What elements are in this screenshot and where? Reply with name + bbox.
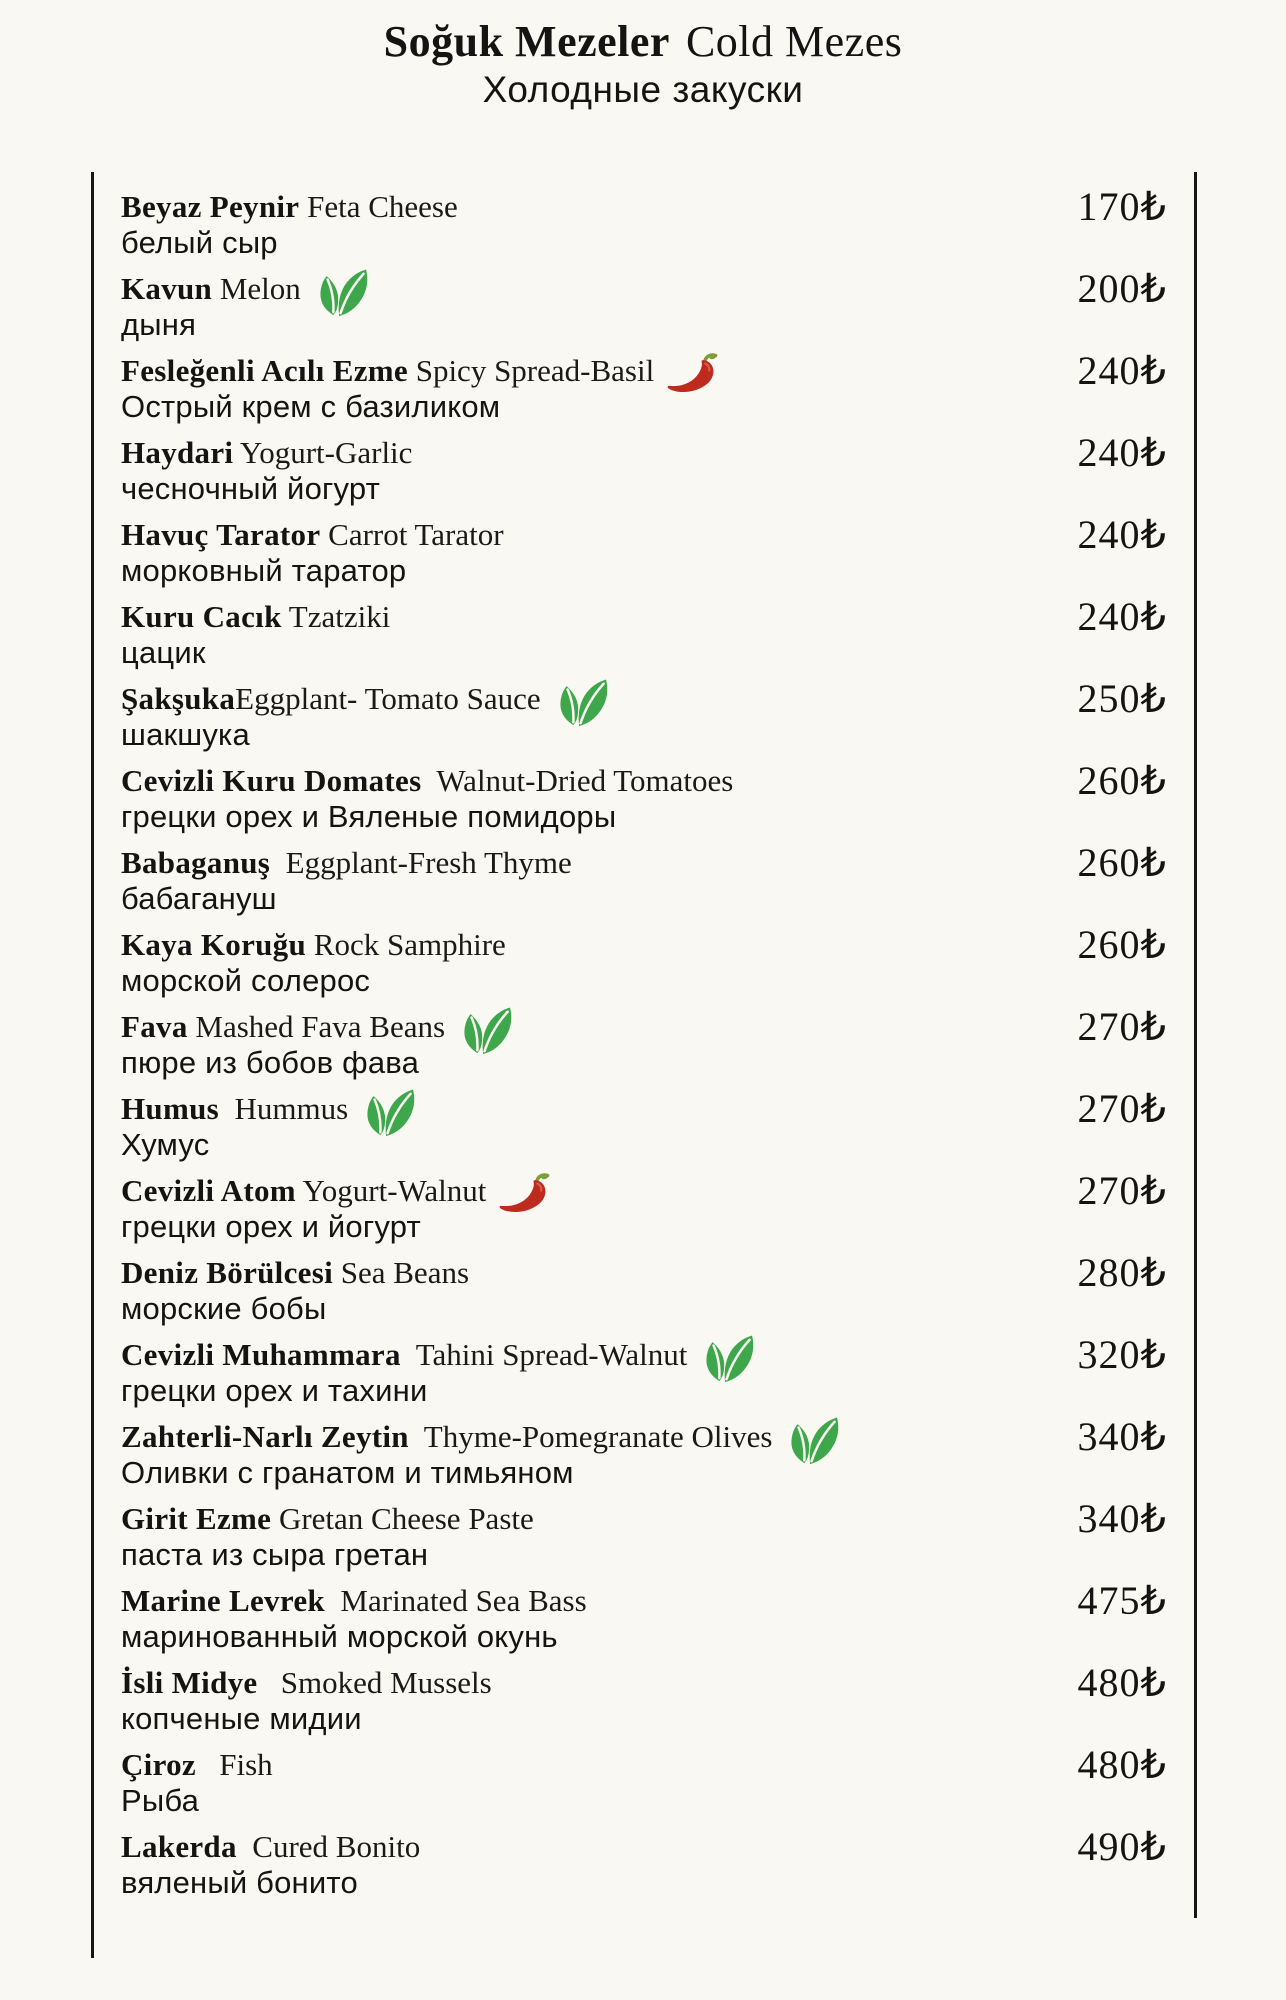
item-price: 260₺ bbox=[1077, 922, 1167, 967]
item-name-turkish: Deniz Börülcesi bbox=[121, 1255, 333, 1290]
item-name-russian: грецки орех и тахини bbox=[121, 1373, 428, 1408]
item-names bbox=[121, 1174, 486, 1208]
menu-item-name-row bbox=[121, 1004, 1167, 1049]
item-price: 320₺ bbox=[1077, 1332, 1167, 1377]
menu-item bbox=[121, 840, 1167, 916]
menu-item bbox=[121, 1332, 1167, 1408]
menu-item-name-row bbox=[121, 1742, 1167, 1787]
item-name-english: Smoked Mussels bbox=[257, 1665, 492, 1700]
chili-pepper-icon bbox=[498, 1171, 553, 1215]
item-price: 480₺ bbox=[1077, 1660, 1167, 1705]
item-name-russian: Острый крем с базиликом bbox=[121, 389, 501, 424]
item-name-turkish: Humus bbox=[121, 1091, 219, 1126]
leaf-icon bbox=[360, 1088, 418, 1138]
item-names bbox=[121, 928, 506, 962]
item-name-russian: Оливки с гранатом и тимьяном bbox=[121, 1455, 574, 1490]
item-name-english: Rock Samphire bbox=[306, 927, 506, 962]
menu-item bbox=[121, 266, 1167, 342]
item-name-turkish: İsli Midye bbox=[121, 1665, 258, 1700]
menu-item bbox=[121, 1824, 1167, 1900]
menu-item-name-row bbox=[121, 594, 1167, 639]
menu-item bbox=[121, 1578, 1167, 1654]
item-name-russian: пюре из бобов фава bbox=[121, 1045, 420, 1080]
item-names bbox=[121, 1502, 534, 1536]
menu-item bbox=[121, 1086, 1167, 1162]
section-title bbox=[0, 18, 1286, 66]
menu-item-name-row bbox=[121, 430, 1167, 475]
item-names bbox=[121, 354, 654, 388]
menu-item bbox=[121, 594, 1167, 670]
item-names bbox=[121, 846, 572, 880]
item-name-english: Fish bbox=[195, 1747, 273, 1782]
item-name-turkish: Cevizli Atom bbox=[121, 1173, 296, 1208]
item-name-russian: Хумус bbox=[121, 1127, 210, 1162]
item-names bbox=[121, 1256, 469, 1290]
menu-item bbox=[121, 348, 1167, 424]
item-price: 340₺ bbox=[1077, 1414, 1167, 1459]
menu-item bbox=[121, 1168, 1167, 1244]
menu-item-name-row bbox=[121, 1824, 1167, 1869]
item-name-turkish: Fesleğenli Acılı Ezme bbox=[121, 353, 408, 388]
item-name-english: Walnut-Dried Tomatoes bbox=[421, 763, 734, 798]
item-name-russian: морской солерос bbox=[121, 963, 371, 998]
item-price: 240₺ bbox=[1077, 430, 1167, 475]
item-name-russian: морские бобы bbox=[121, 1291, 327, 1326]
item-names bbox=[121, 1830, 420, 1864]
menu-item-name-row bbox=[121, 348, 1167, 393]
item-names bbox=[121, 1010, 445, 1044]
section-title-russian: Холодные закуски bbox=[482, 69, 804, 111]
item-price: 490₺ bbox=[1077, 1824, 1167, 1869]
item-name-russian: паста из сыра гретан bbox=[121, 1537, 429, 1572]
menu-item-name-row bbox=[121, 1250, 1167, 1295]
item-price: 270₺ bbox=[1077, 1168, 1167, 1213]
menu-item-name-row bbox=[121, 266, 1167, 311]
item-price: 475₺ bbox=[1077, 1578, 1167, 1623]
item-name-russian: Рыба bbox=[121, 1783, 200, 1818]
item-price: 240₺ bbox=[1077, 348, 1167, 393]
item-name-turkish: Haydari bbox=[121, 435, 234, 470]
item-name-english: Eggplant- Tomato Sauce bbox=[235, 681, 541, 716]
item-name-turkish: Şakşuka bbox=[121, 681, 236, 716]
item-name-russian: грецки орех и йогурт bbox=[121, 1209, 421, 1244]
menu-item-name-row bbox=[121, 1660, 1167, 1705]
item-name-russian: белый сыр bbox=[121, 225, 278, 260]
item-price: 200₺ bbox=[1077, 266, 1167, 311]
item-name-russian: грецки орех и Вяленые помидоры bbox=[121, 799, 617, 834]
item-name-english: Hummus bbox=[218, 1091, 349, 1126]
left-border-rule bbox=[91, 172, 94, 1958]
item-names bbox=[121, 682, 541, 716]
item-names bbox=[121, 1338, 687, 1372]
item-name-english: Tahini Spread-Walnut bbox=[400, 1337, 688, 1372]
item-name-russian: морковный таратор bbox=[121, 553, 407, 588]
item-price: 340₺ bbox=[1077, 1496, 1167, 1541]
item-name-russian: маринованный морской окунь bbox=[121, 1619, 558, 1654]
right-border-rule bbox=[1194, 172, 1197, 1918]
item-name-russian: вяленый бонито bbox=[121, 1865, 358, 1900]
menu-item bbox=[121, 758, 1167, 834]
item-name-russian: бабагануш bbox=[121, 881, 277, 916]
item-names bbox=[121, 1666, 492, 1700]
item-name-english: Yogurt-Walnut bbox=[295, 1173, 487, 1208]
item-name-turkish: Babaganuş bbox=[121, 845, 271, 880]
leaf-icon bbox=[784, 1416, 842, 1466]
item-price: 280₺ bbox=[1077, 1250, 1167, 1295]
item-name-russian: шакшука bbox=[121, 717, 250, 752]
menu-item bbox=[121, 922, 1167, 998]
item-name-russian: копченые мидии bbox=[121, 1701, 362, 1736]
section-title-turkish: Soğuk Mezeler bbox=[383, 17, 670, 66]
item-name-english: Carrot Tarator bbox=[320, 517, 504, 552]
item-name-english: Marinated Sea Bass bbox=[324, 1583, 587, 1618]
item-names bbox=[121, 436, 412, 470]
menu-item-name-row bbox=[121, 840, 1167, 885]
item-name-turkish: Cevizli Muhammara bbox=[121, 1337, 401, 1372]
item-name-english: Eggplant-Fresh Thyme bbox=[270, 845, 572, 880]
item-price: 270₺ bbox=[1077, 1086, 1167, 1131]
item-name-turkish: Kavun bbox=[121, 271, 213, 306]
menu-item bbox=[121, 676, 1167, 752]
item-names bbox=[121, 600, 390, 634]
menu-item bbox=[121, 512, 1167, 588]
menu-item bbox=[121, 1742, 1167, 1818]
item-name-turkish: Kaya Koruğu bbox=[121, 927, 307, 962]
menu-item bbox=[121, 1414, 1167, 1490]
item-price: 260₺ bbox=[1077, 840, 1167, 885]
item-names bbox=[121, 190, 458, 224]
item-price: 270₺ bbox=[1077, 1004, 1167, 1049]
menu-item bbox=[121, 430, 1167, 506]
menu-item bbox=[121, 1660, 1167, 1736]
item-name-turkish: Kuru Cacık bbox=[121, 599, 282, 634]
item-name-english: Spicy Spread-Basil bbox=[407, 353, 655, 388]
menu-item-name-row bbox=[121, 1496, 1167, 1541]
item-names bbox=[121, 518, 504, 552]
item-name-turkish: Zahterli-Narlı Zeytin bbox=[121, 1419, 409, 1454]
leaf-icon bbox=[553, 678, 611, 728]
leaf-icon bbox=[699, 1334, 757, 1384]
item-name-russian: цацик bbox=[121, 635, 206, 670]
item-names bbox=[121, 1748, 273, 1782]
menu-item-name-row bbox=[121, 676, 1167, 721]
item-price: 250₺ bbox=[1077, 676, 1167, 721]
item-names bbox=[121, 1420, 772, 1454]
leaf-icon bbox=[313, 268, 371, 318]
menu-item bbox=[121, 1496, 1167, 1572]
item-names bbox=[121, 272, 301, 306]
item-price: 260₺ bbox=[1077, 758, 1167, 803]
item-name-turkish: Havuç Tarator bbox=[121, 517, 321, 552]
menu-item bbox=[121, 1004, 1167, 1080]
menu-item-name-row bbox=[121, 758, 1167, 803]
item-name-english: Sea Beans bbox=[333, 1255, 470, 1290]
menu-item-name-row bbox=[121, 1332, 1167, 1377]
item-price: 480₺ bbox=[1077, 1742, 1167, 1787]
leaf-icon bbox=[457, 1006, 515, 1056]
item-price: 240₺ bbox=[1077, 512, 1167, 557]
item-name-russian: дыня bbox=[121, 307, 197, 342]
item-price: 170₺ bbox=[1077, 184, 1167, 229]
item-name-english: Yogurt-Garlic bbox=[233, 435, 413, 470]
menu-list bbox=[121, 184, 1167, 1912]
menu-item-name-row bbox=[121, 1086, 1167, 1131]
menu-item bbox=[121, 1250, 1167, 1326]
menu-item-name-row bbox=[121, 184, 1167, 229]
item-names bbox=[121, 764, 733, 798]
item-name-english: Cured Bonito bbox=[236, 1829, 421, 1864]
item-name-turkish: Girit Ezme bbox=[121, 1501, 272, 1536]
item-name-turkish: Fava bbox=[121, 1009, 188, 1044]
item-name-english: Thyme-Pomegranate Olives bbox=[408, 1419, 773, 1454]
item-names bbox=[121, 1584, 587, 1618]
item-name-turkish: Marine Levrek bbox=[121, 1583, 325, 1618]
item-name-english: Tzatziki bbox=[281, 599, 391, 634]
item-name-english: Feta Cheese bbox=[299, 189, 458, 224]
item-name-turkish: Lakerda bbox=[121, 1829, 237, 1864]
menu-header bbox=[0, 18, 1286, 112]
item-name-english: Mashed Fava Beans bbox=[187, 1009, 446, 1044]
menu-item-name-row bbox=[121, 1414, 1167, 1459]
item-name-turkish: Cevizli Kuru Domates bbox=[121, 763, 422, 798]
item-name-turkish: Çiroz bbox=[121, 1747, 196, 1782]
menu-item-name-row bbox=[121, 512, 1167, 557]
menu-item-name-row bbox=[121, 922, 1167, 967]
item-name-russian: чесночный йогурт bbox=[121, 471, 381, 506]
chili-pepper-icon bbox=[666, 351, 721, 395]
item-name-english: Melon bbox=[212, 271, 301, 306]
item-name-turkish: Beyaz Peynir bbox=[121, 189, 300, 224]
item-names bbox=[121, 1092, 348, 1126]
menu-item-name-row bbox=[121, 1578, 1167, 1623]
item-price: 240₺ bbox=[1077, 594, 1167, 639]
section-title-english: Cold Mezes bbox=[685, 17, 903, 66]
item-name-english: Gretan Cheese Paste bbox=[271, 1501, 534, 1536]
menu-item-name-row bbox=[121, 1168, 1167, 1213]
menu-item bbox=[121, 184, 1167, 260]
